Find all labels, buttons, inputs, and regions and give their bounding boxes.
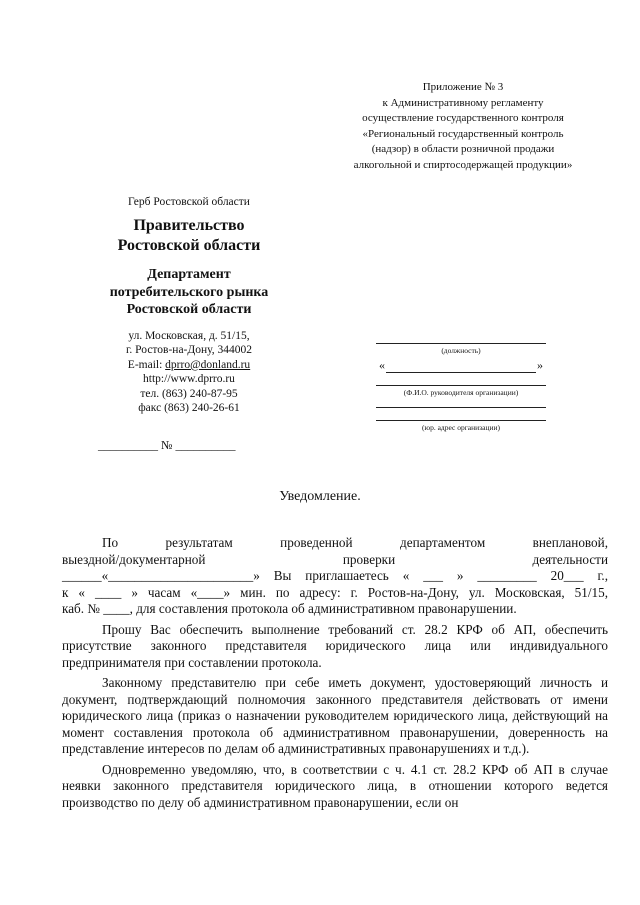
fax-line: факс (863) 240-26-61 [138, 402, 240, 415]
head-name-caption: (Ф.И.О. руководителя организации) [403, 388, 519, 397]
address-line-2 [376, 420, 546, 421]
notice-title: Уведомление. [279, 489, 361, 504]
text-line: ______«______________________» Вы приглашаетесь « ___ » _________ 20___ г., [62, 568, 608, 583]
address-line-1 [376, 407, 546, 408]
department-name-line: потребительского рынка [109, 284, 269, 300]
appendix-line: Приложение № 3 [422, 81, 504, 93]
organization-name-blank [386, 362, 536, 373]
paragraph-warning: Одновременно уведомляю, что, в соответствии с ч. 4.1 ст. 28.2 КРФ об АП в случае неявки законного представителя юридического лица, в отношении которого ведется производство по делу об административном правонарушении, если он [62, 761, 608, 810]
department-contacts [84, 329, 294, 417]
government-name-line: Правительство [133, 217, 245, 234]
recipient-block [372, 343, 550, 432]
appendix-line: (надзор) в области розничной продажи [371, 143, 555, 156]
address-caption: (юр. адрес организации) [422, 423, 500, 432]
paragraph-requirements: Прошу Вас обеспечить выполнение требований ст. 28.2 КРФ об АП, обеспечить присутствие законного представителя юридического лица или индивидуального предпринимателя при составлении протокола. [62, 621, 608, 670]
organization-name-line [372, 358, 550, 373]
email-line [84, 358, 294, 373]
position-line [376, 343, 546, 344]
notice-body [62, 535, 608, 815]
paragraph-documents: Законному представителю при себе иметь документ, удостоверяющий личность и документ, подтверждающий полномочия законного представителя действовать от имени юридического лица (приказ о назначении руководителем юридического лица, действующий на момент составления протокола об административном правонарушении, доверенность на представление интересов по делам об административных правонарушениях и т.д.). [62, 675, 608, 756]
government-name [84, 216, 294, 256]
text-line: По результатам проведенной департаментом внеплановой, [102, 535, 608, 550]
outgoing-number-line: __________ № __________ [98, 438, 236, 452]
appendix-line: «Региональный государственный контроль [362, 127, 564, 140]
government-name-line: Ростовской области [117, 237, 261, 254]
address-line: ул. Московская, д. 51/15, [128, 329, 250, 342]
text-line: к « ____ » часам «____» мин. по адресу: г. Ростов-на-Дону, ул. Московская, 51/15, [62, 584, 608, 600]
quote-close: » [537, 358, 543, 372]
appendix-line: к Административному регламенту [382, 96, 544, 109]
coat-of-arms-placeholder: Герб Ростовской области [128, 196, 250, 208]
appendix-header [318, 80, 608, 174]
email-label: E-mail: [127, 358, 166, 371]
department-name [84, 266, 294, 319]
appendix-line: осуществление государственного контроля [362, 112, 564, 125]
position-caption: (должность) [441, 346, 481, 355]
address-line: г. Ростов-на-Дону, 344002 [126, 344, 252, 357]
text-line: каб. № ____, для составления протокола об административном правонарушении. [62, 601, 517, 616]
paragraph-invitation [62, 535, 608, 618]
website-link[interactable]: http://www.dprro.ru [143, 373, 235, 386]
sender-block [84, 196, 294, 416]
department-name-line: Департамент [147, 267, 231, 282]
appendix-line: алкогольной и спиртосодержащей продукции» [353, 158, 573, 171]
email-link[interactable]: dprro@donland.ru [165, 358, 251, 371]
phone-line: тел. (863) 240-87-95 [140, 387, 238, 400]
department-name-line: Ростовской области [126, 302, 252, 317]
text-line: выездной/документарной проверки деятельности [62, 551, 608, 567]
quote-open: « [379, 358, 385, 372]
head-name-line [376, 385, 546, 386]
